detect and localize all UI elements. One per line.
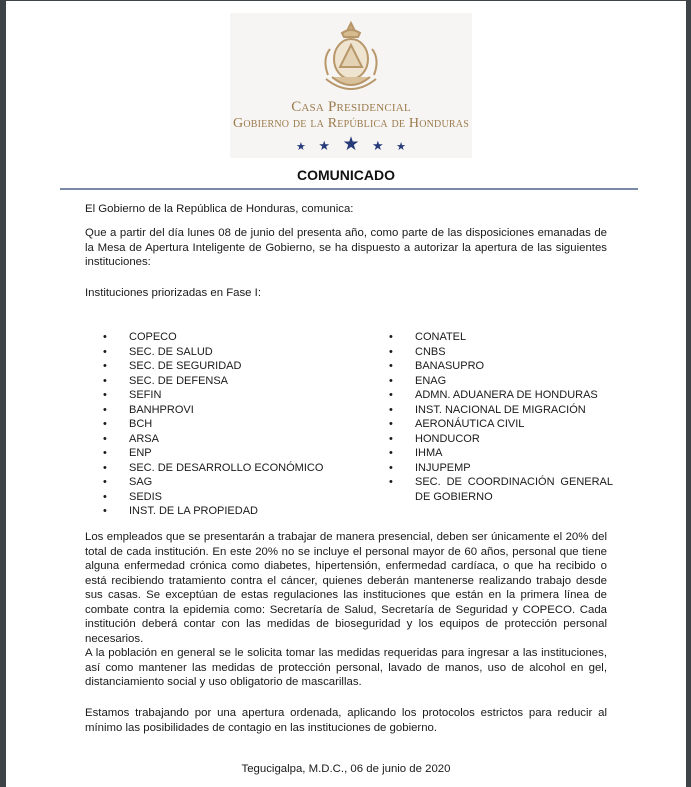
list-item: • AERONÁUTICA CIVIL	[389, 417, 613, 432]
paragraph-population: A la población en general se le solicita tomar las medidas requeridas para ingresar a las instituciones, así como mantener las medidas de protección personal, lavado de manos, uso de alcohol en gel, distanciamiento social y uso obligatorio de mascarillas.	[85, 647, 607, 688]
coat-of-arms-icon	[318, 19, 384, 99]
paragraph-opening: Que a partir del día lunes 08 de junio del presenta año, como parte de las disposiciones emanadas de la Mesa de Apertura Inteligente de Gobierno, se ha dispuesto a autorizar la apertura de las siguientes instituciones:	[85, 227, 607, 268]
paragraph-closing: Estamos trabajando por una apertura ordenada, aplicando los protocolos estrictos para reducir al mínimo las posibilidades de contagio en las instituciones de gobierno.	[85, 707, 607, 734]
list-item: • BANHPROVI	[103, 403, 373, 418]
document-page	[6, 1, 686, 787]
letterhead	[230, 13, 472, 158]
list-item: • SEDIS	[103, 490, 373, 505]
list-item: • SEC. DE COORDINACIÓN GENERAL DE GOBIERNO	[389, 475, 613, 504]
intro-text: El Gobierno de la República de Honduras, comunica:	[85, 203, 354, 215]
list-item: • IHMA	[389, 446, 613, 461]
star-icon: ★	[396, 141, 406, 153]
list-item: • SEC. DE DEFENSA	[103, 374, 373, 389]
document-title: COMUNICADO	[297, 167, 395, 183]
list-item: • SEC. DE SEGURIDAD	[103, 359, 373, 374]
letterhead-line-2: Gobierno de la República de Honduras	[233, 116, 469, 131]
list-item: • INST. DE LA PROPIEDAD	[103, 504, 373, 519]
list-item: • ENP	[103, 446, 373, 461]
title-divider	[60, 188, 638, 190]
list-item: • ARSA	[103, 432, 373, 447]
list-heading: Instituciones priorizadas en Fase I:	[85, 287, 262, 299]
stars-row	[230, 133, 472, 156]
star-icon: ★	[371, 138, 384, 153]
list-item: • ADMN. ADUANERA DE HONDURAS	[389, 388, 613, 403]
list-item: • INST. NACIONAL DE MIGRACIÓN	[389, 403, 613, 418]
paragraph-employees: Los empleados que se presentarán a trabajar de manera presencial, deben ser únicamente el 20% del total de cada institución. En este 20% no se incluye el personal mayor de 60 años, personal que tiene alguna enfermedad crónica como diabetes, hipertensión, enfermedad cardíaca, o que ha recibido o está recibiendo tratamiento contra el cáncer, quienes deberán mantenerse realizando trabajo desde sus casas. Se exceptúan de estas regulaciones las instituciones que están en la primera línea de combate contra la epidemia como: Secretaría de Salud, Secretaría de Seguridad y COPECO. Cada institución deberá contar con las medidas de bioseguridad y los equipos de protección personal necesarios.	[85, 531, 607, 645]
list-item: • BCH	[103, 417, 373, 432]
list-item: • SEC. DE SALUD	[103, 345, 373, 360]
list-item: • CONATEL	[389, 330, 613, 345]
institutions-list-left	[103, 330, 373, 519]
list-item: • SEFIN	[103, 388, 373, 403]
signature-date: Tegucigalpa, M.D.C., 06 de junio de 2020	[241, 763, 451, 775]
list-item: • ENAG	[389, 374, 613, 389]
list-item: • SEC. DE DESARROLLO ECONÓMICO	[103, 461, 373, 476]
list-item: • SAG	[103, 475, 373, 490]
star-icon: ★	[318, 138, 331, 153]
star-icon: ★	[296, 141, 306, 153]
institutions-list-right	[389, 330, 613, 504]
list-item: • HONDUCOR	[389, 432, 613, 447]
list-item: • CNBS	[389, 345, 613, 360]
letterhead-line-1: Casa Presidencial	[291, 99, 411, 115]
star-icon: ★	[342, 134, 360, 155]
list-item: • COPECO	[103, 330, 373, 345]
list-item: • INJUPEMP	[389, 461, 613, 476]
list-item: • BANASUPRO	[389, 359, 613, 374]
